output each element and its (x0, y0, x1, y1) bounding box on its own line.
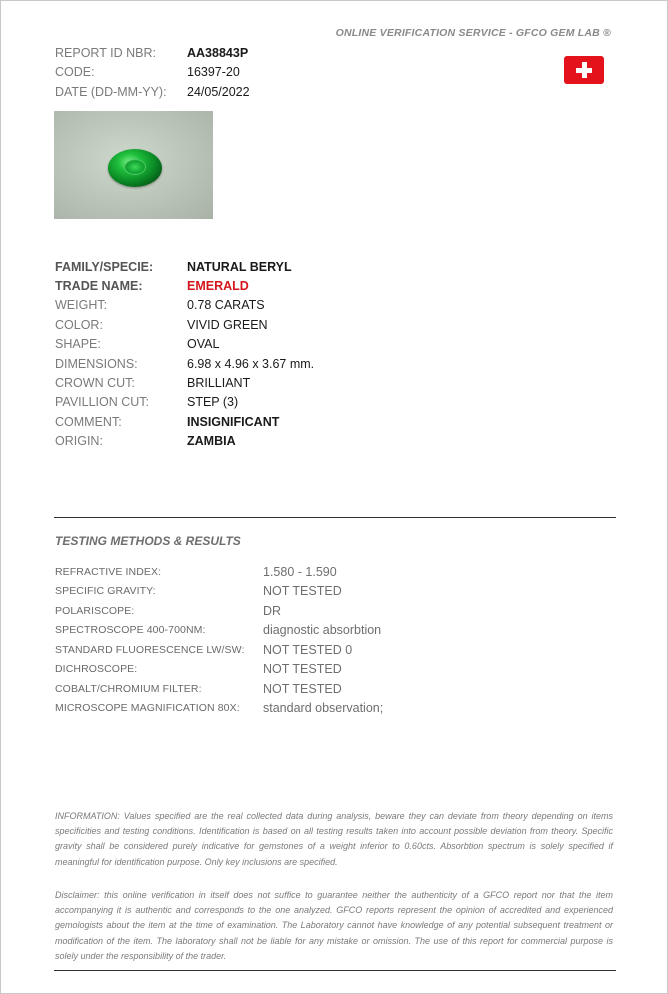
testing-results (55, 562, 383, 718)
property-row (55, 412, 314, 431)
test-value: diagnostic absorbtion (263, 623, 382, 638)
test-label: POLARISCOPE: (55, 604, 135, 617)
property-label: CROWN CUT: (55, 376, 135, 391)
gem-properties (55, 257, 314, 451)
test-label: MICROSCOPE MAGNIFICATION 80X: (55, 702, 240, 715)
date-value: 24/05/2022 (187, 84, 250, 99)
test-value: DR (263, 603, 282, 618)
date-row (55, 82, 250, 102)
test-value: 1.580 - 1.590 (263, 564, 337, 579)
property-row (55, 335, 314, 354)
property-row (55, 393, 314, 412)
property-row (55, 257, 314, 276)
section-divider (54, 517, 616, 518)
property-row (55, 354, 314, 373)
test-label: STANDARD FLUORESCENCE LW/SW: (55, 643, 245, 656)
emerald-gem-image (108, 149, 162, 187)
property-value: OVAL (187, 337, 220, 352)
property-label: ORIGIN: (55, 434, 103, 449)
code-row (55, 63, 250, 83)
property-label: COLOR: (55, 317, 103, 332)
property-label: DIMENSIONS: (55, 356, 138, 371)
date-label: DATE (DD-MM-YY): (55, 84, 167, 99)
property-value: 0.78 CARATS (187, 298, 265, 313)
test-value: standard observation; (263, 701, 384, 716)
test-label: SPECIFIC GRAVITY: (55, 585, 156, 598)
test-label: REFRACTIVE INDEX: (55, 565, 162, 578)
gemstone-photo (54, 111, 213, 219)
test-row (55, 621, 383, 641)
property-row (55, 315, 314, 334)
test-value: NOT TESTED (263, 584, 342, 599)
property-value: VIVID GREEN (187, 317, 268, 332)
test-row (55, 601, 383, 621)
test-row (55, 640, 383, 660)
report-header-block (55, 43, 250, 102)
test-label: SPECTROSCOPE 400-700NM: (55, 624, 206, 637)
test-value: NOT TESTED (263, 662, 342, 677)
property-value: BRILLIANT (187, 376, 251, 391)
test-row (55, 562, 383, 582)
test-value: NOT TESTED (263, 681, 342, 696)
property-label: FAMILY/SPECIE: (55, 259, 154, 274)
test-label: DICHROSCOPE: (55, 663, 138, 676)
test-row (55, 582, 383, 602)
report-id-row (55, 43, 250, 63)
testing-section-title: TESTING METHODS & RESULTS (55, 534, 241, 548)
disclaimer-note: Disclaimer: this online verification in itself does not suffice to guarantee neither the authenticity of a GFCO report nor that the item accompanying it is authentic and corresponds to the one analyzed. GFCO reports represent the opinion of accredited and experienced gemologists about the item at the time of examination. The Laboratory cannot have knowledge of any potential subsequent treatment or modification of the item. The laboratory shall not be liable for any mistake or omission. The use of this report for commercial purpose is solely under the responsibility of the trader. (55, 890, 613, 961)
property-row (55, 432, 314, 451)
property-value: NATURAL BERYL (187, 259, 292, 274)
code-label: CODE: (55, 65, 95, 80)
property-label: COMMENT: (55, 414, 122, 429)
property-value: STEP (3) (187, 395, 239, 410)
test-row (55, 679, 383, 699)
property-row (55, 296, 314, 315)
property-row (55, 373, 314, 392)
footer-divider (54, 970, 616, 971)
information-note: INFORMATION: Values specified are the real collected data during analysis, beware they can deviate from theory depending on items specificities and testing conditions. Identification is based on all testing results taken into account possible deviation from theory. Specific gravity shall be considered purely indicative for gemstones of a weight inferior to 0.60cts. Absorbtion spectrum is solely specified if meaningful for identification purpose. Only key inclusions are specified. (55, 811, 613, 867)
test-value: NOT TESTED 0 (263, 642, 353, 657)
property-label: TRADE NAME: (55, 279, 143, 294)
property-label: SHAPE: (55, 337, 101, 352)
property-value: 6.98 x 4.96 x 3.67 mm. (187, 356, 315, 371)
property-value: ZAMBIA (187, 434, 236, 449)
property-value: INSIGNIFICANT (187, 414, 280, 429)
test-label: COBALT/CHROMIUM FILTER: (55, 682, 202, 695)
report-id-value: AA38843P (187, 45, 249, 60)
property-label: PAVILLION CUT: (55, 395, 150, 410)
report-id-label: REPORT ID NBR: (55, 45, 156, 60)
property-label: WEIGHT: (55, 298, 108, 313)
property-row (55, 276, 314, 295)
swiss-flag-icon (564, 56, 604, 84)
service-title: ONLINE VERIFICATION SERVICE - GFCO GEM LAB ® (335, 27, 611, 39)
test-row (55, 660, 383, 680)
code-value: 16397-20 (187, 65, 240, 80)
trade-name-value: EMERALD (187, 279, 249, 294)
test-row (55, 699, 383, 719)
